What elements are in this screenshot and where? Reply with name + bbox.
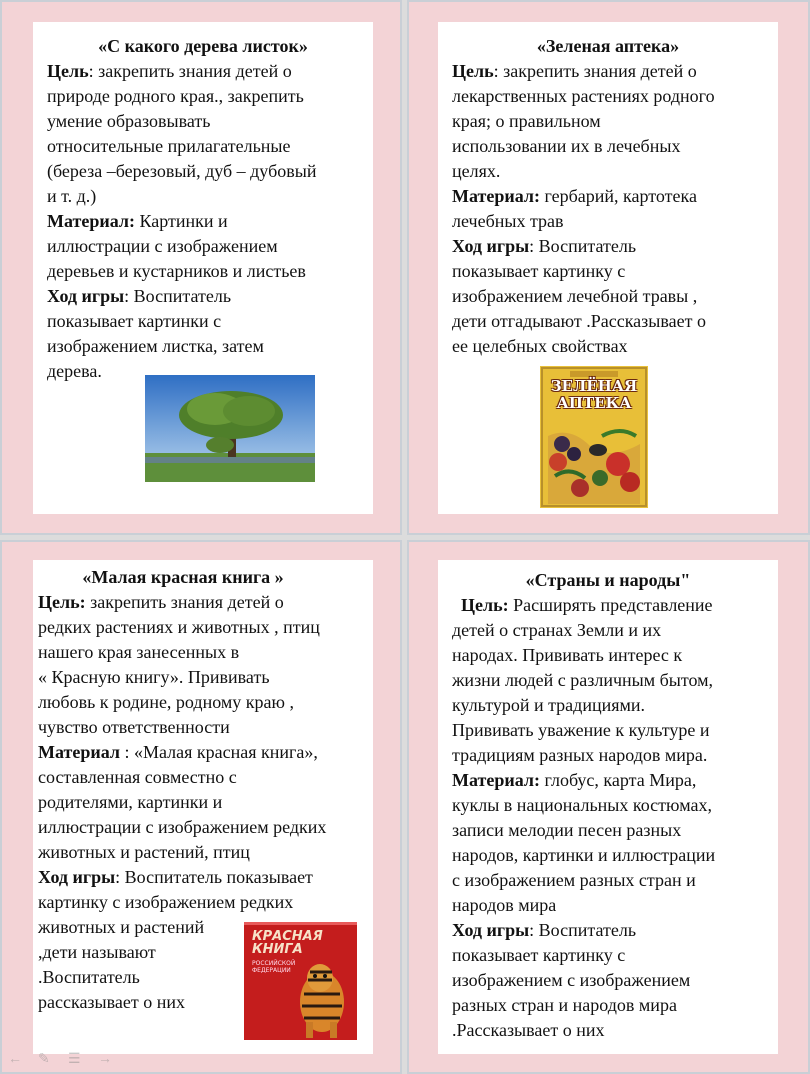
card-line: Цель: закрепить знания детей о bbox=[47, 61, 292, 81]
prev-arrow-icon[interactable]: ← bbox=[8, 1052, 22, 1067]
card-line: Ход игры: Воспитатель bbox=[47, 286, 232, 306]
card-line: народах. Прививать интерес к bbox=[452, 645, 683, 665]
card-line: Материал: глобус, карта Мира, bbox=[452, 770, 697, 790]
card-line: рассказывает о них bbox=[38, 992, 186, 1012]
game-card-leaf bbox=[33, 22, 373, 514]
green-pharmacy-book-cover bbox=[540, 366, 648, 508]
card-line: края; о правильном bbox=[452, 111, 601, 131]
card-line: с изображением разных стран и bbox=[452, 870, 696, 890]
card-line: изображением листка, затем bbox=[47, 336, 264, 356]
card-body bbox=[47, 59, 377, 384]
card-line: записи мелодии песен разных bbox=[452, 820, 682, 840]
card-line: и т. д.) bbox=[47, 186, 97, 206]
book-title: ЗЕЛЁНАЯ АПТЕКА bbox=[550, 377, 638, 412]
card-line: использовании их в лечебных bbox=[452, 136, 681, 156]
card-line: Цель: закрепить знания детей о bbox=[38, 592, 284, 612]
card-line: чувство ответственности bbox=[38, 717, 230, 737]
card-line: умение образовывать bbox=[47, 111, 211, 131]
card-line: дети отгадывают .Рассказывает о bbox=[452, 311, 706, 331]
card-line: Материал : «Малая красная книга», bbox=[38, 742, 318, 762]
card-title: «С какого дерева листок» bbox=[98, 36, 308, 56]
card-line: показывает картинки с bbox=[47, 311, 222, 331]
card-line: куклы в национальных костюмах, bbox=[452, 795, 712, 815]
card-line: детей о странах Земли и их bbox=[452, 620, 662, 640]
card-line: народов, картинки и иллюстрации bbox=[452, 845, 716, 865]
card-line: ее целебных свойствах bbox=[452, 336, 628, 356]
card-line: показывает картинку с bbox=[452, 261, 626, 281]
card-line: Ход игры: Воспитатель bbox=[452, 236, 637, 256]
card-line: Цель: закрепить знания детей о bbox=[452, 61, 697, 81]
menu-icon[interactable]: ☰ bbox=[68, 1052, 81, 1067]
book-title: КРАСНАЯ КНИГА bbox=[252, 929, 323, 957]
card-line: ,дети называют bbox=[38, 942, 156, 962]
card-line: изображением лечебной травы , bbox=[452, 286, 698, 306]
card-line: деревьев и кустарников и листьев bbox=[47, 261, 306, 281]
card-line: Ход игры: Воспитатель bbox=[452, 920, 637, 940]
card-line: Прививать уважение к культуре и bbox=[452, 720, 710, 740]
game-card-red-book bbox=[33, 560, 373, 1054]
card-line: лекарственных растениях родного bbox=[452, 86, 715, 106]
card-title: «Зеленая аптека» bbox=[536, 36, 680, 56]
book-subtitle: РОССИЙСКОЙ ФЕДЕРАЦИИ bbox=[252, 960, 296, 974]
card-line: жизни людей с различным бытом, bbox=[452, 670, 714, 690]
card-line: показывает картинку с bbox=[452, 945, 626, 965]
card-title: «Малая красная книга » bbox=[82, 567, 284, 587]
card-line: картинку с изображением редких bbox=[38, 892, 294, 912]
card-line: иллюстрации с изображением редких bbox=[38, 817, 327, 837]
card-line: .Воспитатель bbox=[38, 967, 140, 987]
next-arrow-icon[interactable]: → bbox=[98, 1052, 112, 1067]
card-line: разных стран и народов мира bbox=[452, 995, 677, 1015]
card-body bbox=[452, 59, 782, 359]
card-line: культурой и традициями. bbox=[452, 695, 646, 715]
card-line: животных и растений bbox=[38, 917, 205, 937]
tree-photo bbox=[145, 375, 315, 482]
red-book-cover bbox=[244, 922, 357, 1040]
card-title: «Страны и народы" bbox=[525, 570, 691, 590]
card-line: любовь к родине, родному краю , bbox=[38, 692, 294, 712]
card-line: (береза –березовый, дуб – дубовый bbox=[47, 161, 317, 181]
game-card-countries bbox=[438, 560, 778, 1054]
card-line: .Рассказывает о них bbox=[452, 1020, 605, 1040]
card-line: Материал: Картинки и bbox=[47, 211, 228, 231]
card-line: Цель: Расширять представление bbox=[452, 595, 713, 615]
card-line: изображением с изображением bbox=[452, 970, 691, 990]
card-line: лечебных трав bbox=[452, 211, 564, 231]
card-line: родителями, картинки и bbox=[38, 792, 223, 812]
card-line: природе родного края., закрепить bbox=[47, 86, 304, 106]
card-line: составленная совместно с bbox=[38, 767, 237, 787]
card-line: Ход игры: Воспитатель показывает bbox=[38, 867, 313, 887]
card-line: народов мира bbox=[452, 895, 557, 915]
card-line: животных и растений, птиц bbox=[38, 842, 250, 862]
card-line: Материал: гербарий, картотека bbox=[452, 186, 697, 206]
card-line: иллюстрации с изображением bbox=[47, 236, 278, 256]
card-line: « Красную книгу». Прививать bbox=[38, 667, 270, 687]
card-line: целях. bbox=[452, 161, 501, 181]
game-card-green-pharmacy bbox=[438, 22, 778, 514]
card-line: редких растениях и животных , птиц bbox=[38, 617, 320, 637]
slideshow-toolbar bbox=[8, 1050, 128, 1068]
card-line: нашего края занесенных в bbox=[38, 642, 240, 662]
card-line: традициям разных народов мира. bbox=[452, 745, 708, 765]
pen-icon[interactable]: ✎ bbox=[38, 1052, 50, 1067]
card-line: относительные прилагательные bbox=[47, 136, 291, 156]
card-body bbox=[452, 593, 782, 1043]
card-line: дерева. bbox=[47, 361, 102, 381]
